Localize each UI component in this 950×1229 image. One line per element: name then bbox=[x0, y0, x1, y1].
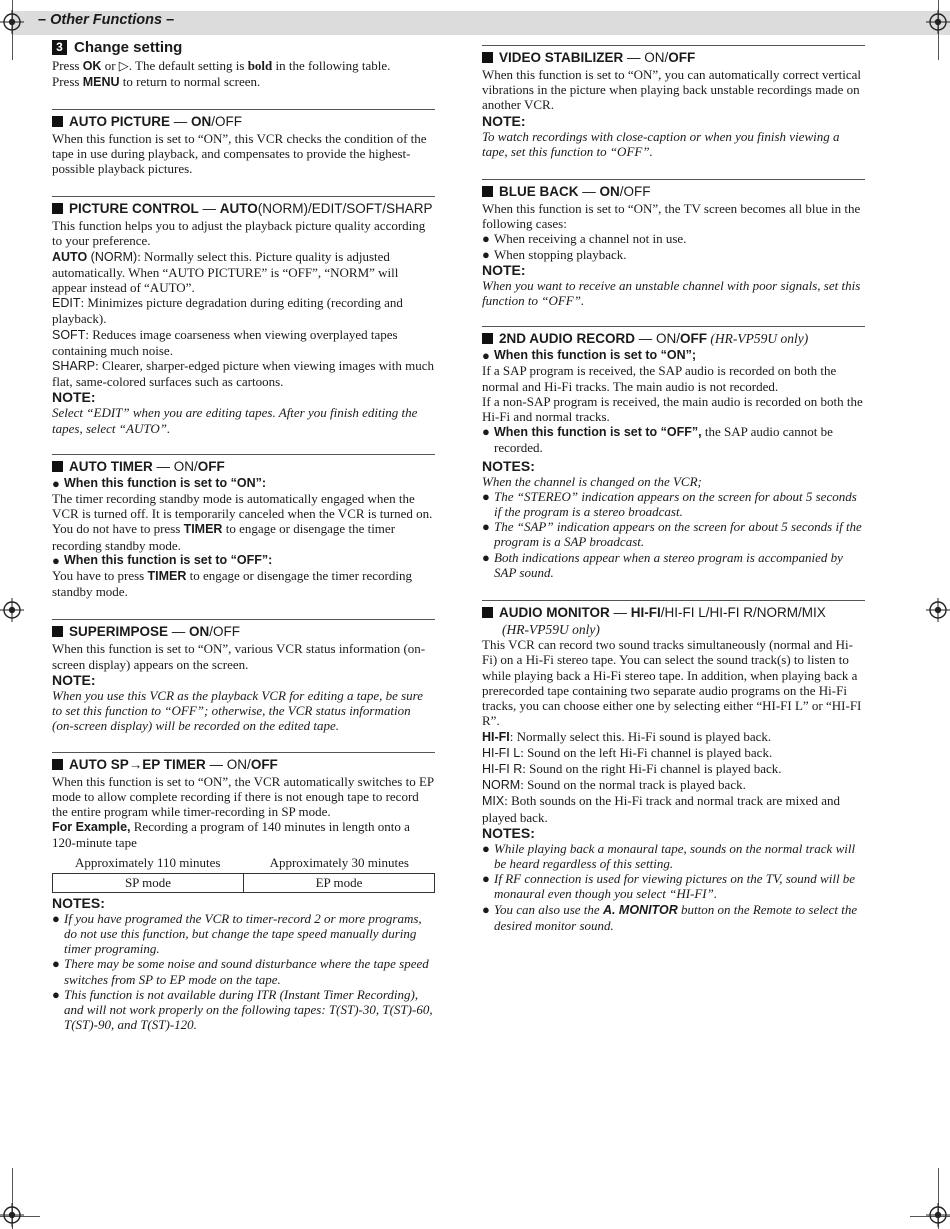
second-audio-notes-intro: When the channel is changed on the VCR; bbox=[482, 473, 702, 489]
registration-mark-icon bbox=[926, 598, 950, 622]
second-audio-on-heading: ● When this function is set to “ON”; bbox=[482, 348, 697, 364]
notes-heading: NOTES: bbox=[52, 894, 105, 911]
video-stabilizer-note: To watch recordings with close-caption or when you finish viewing a tape, set this function to “OFF”. bbox=[482, 128, 840, 159]
square-bullet-icon bbox=[482, 607, 493, 618]
superimpose-body: When this function is set to “ON”, various VCR status information (on-screen display) appears on the screen. bbox=[52, 641, 426, 672]
square-bullet-icon bbox=[482, 52, 493, 63]
blue-back-body: When this function is set to “ON”, the TV screen becomes all blue in the following cases: bbox=[482, 201, 861, 232]
audio-monitor-title: AUDIO MONITOR — HI-FI/HI-FI L/HI-FI R/NORM/MIX bbox=[482, 605, 865, 621]
second-audio-off: ● When this function is set to “OFF”, the SAP audio cannot be recorded. bbox=[482, 424, 833, 456]
notes-heading: NOTES: bbox=[482, 457, 535, 474]
auto-sp-ep-title: AUTO SP→EP TIMER — ON/OFF bbox=[52, 757, 435, 773]
auto-picture-body: When this function is set to “ON”, this VCR checks the condition of the tape in use during playback, and compensates to provide the highest-possible playback pictures. bbox=[52, 130, 427, 177]
video-stabilizer-title: VIDEO STABILIZER — ON/OFF bbox=[482, 50, 865, 66]
auto-picture-section bbox=[52, 109, 435, 177]
auto-timer-section bbox=[52, 454, 435, 600]
auto-timer-on-heading: ● When this function is set to “ON”: bbox=[52, 475, 267, 491]
audio-monitor-hifil: HI-FI L: Sound on the left Hi-Fi channel is played back. bbox=[482, 744, 773, 760]
audio-monitor-mix: MIX: Both sounds on the Hi-Fi track and normal track are mixed and played back. bbox=[482, 793, 840, 825]
list-item: ● You can also use the A. MONITOR button on the Remote to select the desired monitor sound. bbox=[482, 901, 858, 933]
auto-sp-ep-example: For Example, Recording a program of 140 minutes in length onto a 120-minute tape bbox=[52, 819, 410, 851]
note-heading: NOTE: bbox=[482, 261, 526, 278]
list-item: ● The “SAP” indication appears on the screen for about 5 seconds if the program is a SAP broadcast. bbox=[482, 519, 862, 550]
sp-mode-cell: SP mode bbox=[53, 873, 244, 892]
audio-monitor-model: (HR-VP59U only) bbox=[502, 622, 600, 638]
list-item: ● While playing back a monaural tape, sounds on the normal track will be heard regardless of this setting. bbox=[482, 840, 856, 871]
second-audio-section bbox=[482, 326, 865, 580]
video-stabilizer-section bbox=[482, 45, 865, 159]
example-caption-right: Approximately 30 minutes bbox=[269, 854, 409, 870]
audio-monitor-hifi: HI-FI: Normally select this. Hi-Fi sound is played back. bbox=[482, 728, 772, 744]
picture-control-edit: EDIT: Minimizes picture degradation during editing (recording and playback). bbox=[52, 295, 403, 327]
second-audio-title: 2ND AUDIO RECORD — ON/OFF (HR-VP59U only) bbox=[482, 331, 865, 347]
notes-heading: NOTES: bbox=[482, 824, 535, 841]
list-item: ● Both indications appear when a stereo program is accompanied by SAP sound. bbox=[482, 549, 843, 580]
list-item: ● There may be some noise and sound disturbance where the tape speed switches from SP to EP mode on the tape. bbox=[52, 956, 429, 987]
audio-monitor-body: This VCR can record two sound tracks simultaneously (normal and Hi-Fi) on a Hi-Fi stereo tape. You can select the sound track(s) to listen to while playing back a Hi-Fi stereo tape. In addition, when playing back a prerecorded tape containing two separate audio programs on the Hi-Fi tracks, you can choose either one by selecting either “HI-FI L” or “HI-FI R”. bbox=[482, 637, 862, 729]
step-number: 3 bbox=[52, 40, 67, 55]
blue-back-title: BLUE BACK — ON/OFF bbox=[482, 184, 865, 200]
note-heading: NOTE: bbox=[482, 112, 526, 129]
arrow-right-icon: → bbox=[128, 756, 143, 772]
auto-timer-on-text: The timer recording standby mode is automatically engaged when the VCR is turned off. It is temporarily canceled when the VCR is turned on. You do not have to press TIMER to engage or disengage the timer recording standby mode. bbox=[52, 491, 433, 553]
right-arrow-icon: ▷ bbox=[118, 58, 129, 74]
picture-control-soft: SOFT: Reduces image coarseness when viewing overplayed tapes containing much noise. bbox=[52, 326, 398, 358]
registration-mark-icon bbox=[926, 10, 950, 34]
picture-control-section bbox=[52, 196, 435, 436]
square-bullet-icon bbox=[52, 461, 63, 472]
registration-mark-icon bbox=[0, 10, 24, 34]
picture-control-auto: AUTO (NORM): Normally select this. Picture quality is adjusted automatically. When “AUTO PICTURE” is “OFF”, “NORM” will appear instead of “AUTO”. bbox=[52, 248, 399, 296]
step-title: Change setting bbox=[74, 39, 183, 56]
picture-control-title: PICTURE CONTROL — AUTO(NORM)/EDIT/SOFT/SHARP bbox=[52, 201, 435, 217]
list-item: ● If RF connection is used for viewing pictures on the TV, sound will be monaural even though you select “HI-FI”. bbox=[482, 871, 856, 902]
ok-key-label: OK bbox=[82, 59, 102, 74]
video-stabilizer-body: When this function is set to “ON”, you can automatically correct vertical vibrations in the picture when playing back unstable recordings made on another VCR. bbox=[482, 67, 862, 113]
square-bullet-icon bbox=[482, 333, 493, 344]
menu-key-label: MENU bbox=[82, 75, 120, 90]
auto-picture-title: AUTO PICTURE — ON/OFF bbox=[52, 114, 435, 130]
superimpose-note: When you use this VCR as the playback VCR for editing a tape, be sure to set this function to “OFF”; otherwise, the VCR status information (on-screen display) will be recorded on the edited tape. bbox=[52, 687, 424, 734]
square-bullet-icon bbox=[52, 626, 63, 637]
auto-sp-ep-body: When this function is set to “ON”, the VCR automatically switches to EP mode to allow complete recording if there is not enough tape to record the entire program while timer-recording in SP mode. bbox=[52, 773, 434, 819]
square-bullet-icon bbox=[52, 203, 63, 214]
list-item: ● The “STEREO” indication appears on the screen for about 5 seconds if the program is a stereo broadcast. bbox=[482, 488, 857, 520]
left-column bbox=[52, 40, 435, 1032]
square-bullet-icon bbox=[52, 116, 63, 127]
square-bullet-icon bbox=[52, 759, 63, 770]
picture-control-sharp: SHARP: Clearer, sharper-edged picture when viewing images with much flat, same-colored surfaces such as cartoons. bbox=[52, 358, 434, 390]
audio-monitor-norm: NORM: Sound on the normal track is played back. bbox=[482, 777, 746, 793]
tape-mode-table bbox=[52, 873, 435, 893]
example-captions bbox=[52, 855, 435, 870]
square-bullet-icon bbox=[482, 186, 493, 197]
superimpose-title: SUPERIMPOSE — ON/OFF bbox=[52, 624, 435, 640]
step-line2: Press MENU to return to normal screen. bbox=[52, 74, 261, 90]
blue-back-section bbox=[482, 179, 865, 308]
audio-monitor-section bbox=[482, 600, 865, 933]
auto-timer-title: AUTO TIMER — ON/OFF bbox=[52, 459, 435, 475]
page-header-title: – Other Functions – bbox=[38, 12, 175, 28]
step-line1: Press OK or ▷. The default setting is bold in the following table. bbox=[52, 58, 391, 74]
note-heading: NOTE: bbox=[52, 671, 96, 688]
audio-monitor-hifir: HI-FI R: Sound on the right Hi-Fi channel is played back. bbox=[482, 760, 782, 776]
second-audio-on-text1: If a SAP program is received, the SAP audio is recorded on both the normal and Hi-Fi tracks. The main audio is not recorded. bbox=[482, 363, 837, 394]
note-heading: NOTE: bbox=[52, 389, 96, 406]
list-item: ● When receiving a channel not in use. bbox=[482, 231, 687, 247]
picture-control-intro: This function helps you to adjust the playback picture quality according to your preference. bbox=[52, 218, 426, 249]
example-caption-left: Approximately 110 minutes bbox=[75, 854, 221, 870]
auto-sp-ep-section bbox=[52, 752, 435, 1033]
ep-mode-cell: EP mode bbox=[244, 873, 435, 892]
blue-back-note: When you want to receive an unstable channel with poor signals, set this function to “OFF”. bbox=[482, 277, 861, 309]
right-column bbox=[482, 45, 865, 933]
picture-control-note: Select “EDIT” when you are editing tapes. After you finish editing the tapes, select “AUTO”. bbox=[52, 405, 418, 436]
list-item: ● When stopping playback. bbox=[482, 246, 627, 262]
superimpose-section bbox=[52, 619, 435, 733]
step-section bbox=[52, 40, 435, 91]
list-item: ● If you have programed the VCR to timer-record 2 or more programs, do not use this function, but change the tape speed manually during timer programing. bbox=[52, 910, 422, 957]
list-item: ● This function is not available during ITR (Instant Timer Recording), and will not work properly on the following tapes: T(ST)-30, T(ST)-60, T(ST)-90, and T(ST)-120. bbox=[52, 986, 433, 1033]
registration-mark-icon bbox=[0, 1203, 24, 1227]
auto-timer-off-text: You have to press TIMER to engage or disengage the timer recording standby mode. bbox=[52, 568, 412, 600]
registration-mark-icon bbox=[926, 1203, 950, 1227]
second-audio-on-text2: If a non-SAP program is received, the main audio is recorded on both the Hi-Fi and normal tracks. bbox=[482, 393, 863, 425]
auto-timer-off-heading: ● When this function is set to “OFF”: bbox=[52, 552, 273, 568]
registration-mark-icon bbox=[0, 598, 24, 622]
a-monitor-button-label: A. MONITOR bbox=[602, 902, 678, 917]
